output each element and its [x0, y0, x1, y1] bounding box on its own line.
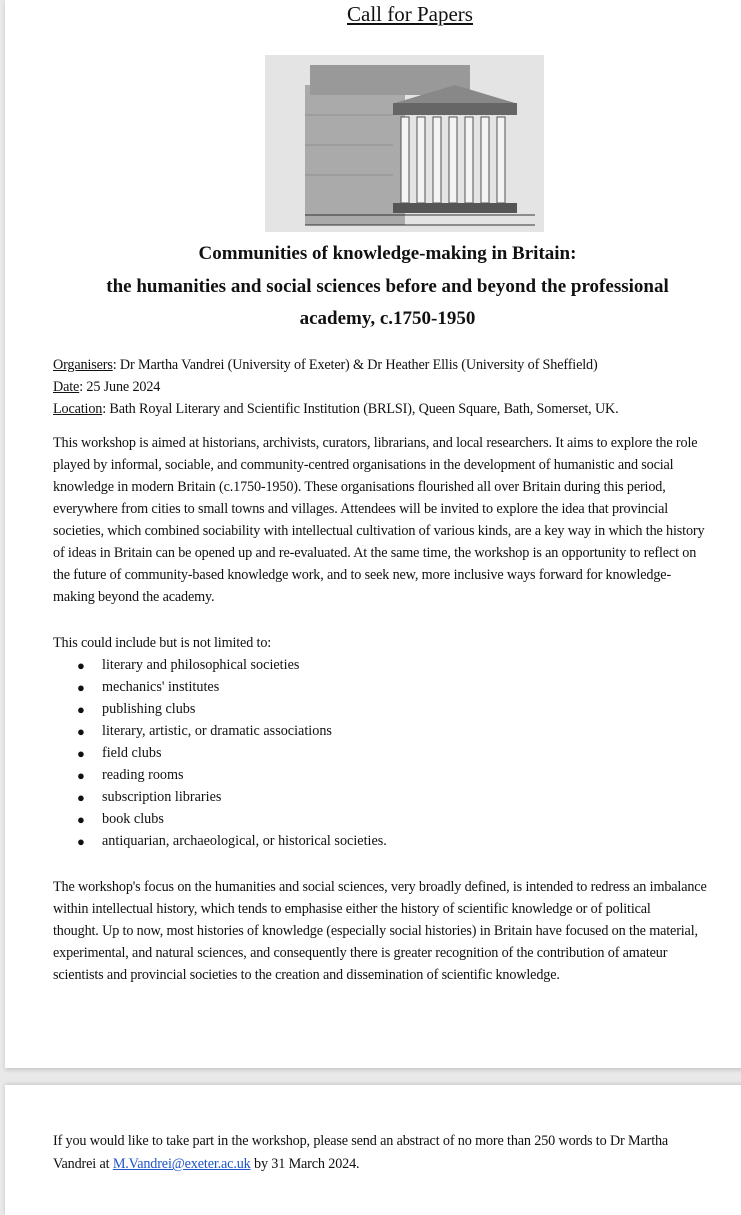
intro-line: of ideas in Britain can be opened up and re-evaluated. At the same time, the workshop is an opportunity to reflect on: [53, 545, 697, 561]
contact-suffix: by 31 March 2024.: [250, 1156, 360, 1172]
intro-line: This workshop is aimed at historians, archivists, curators, librarians, and local researchers. It aims to explore the role: [53, 435, 698, 451]
intro-line: the future of community-based knowledge work, and to seek new, more inclusive ways forward for knowledge-: [53, 567, 672, 583]
building-engraving-image: [265, 55, 544, 232]
list-intro: This could include but is not limited to:: [53, 635, 272, 651]
title-line: academy, c.1750-1950: [299, 308, 476, 329]
list-item: book clubs: [102, 811, 164, 827]
date-line: [53, 379, 160, 396]
intro-line: making beyond the academy.: [53, 589, 215, 605]
intro-line: played by informal, sociable, and community-centred organisations in the development of humanistic and social: [53, 457, 674, 473]
bullet-icon: ●: [77, 834, 85, 849]
document-page-2: [5, 1085, 741, 1215]
list-item: field clubs: [102, 745, 162, 761]
date-label: Date: [53, 379, 80, 395]
bullet-icon: ●: [77, 812, 85, 827]
focus-line: scientists and provincial societies to the creation and dissemination of scientific knowledge.: [53, 967, 560, 983]
bullet-icon: ●: [77, 658, 85, 673]
page-heading: Call for Papers: [347, 2, 473, 26]
list-item: publishing clubs: [102, 701, 196, 717]
list-item: reading rooms: [102, 767, 184, 783]
workshop-title: [5, 238, 741, 336]
list-item: antiquarian, archaeological, or historical societies.: [102, 833, 387, 849]
list-item: mechanics' institutes: [102, 679, 220, 695]
focus-line: within intellectual history, which tends to emphasise either the history of scientific knowledge or of political: [53, 901, 651, 917]
location-value: : Bath Royal Literary and Scientific Institution (BRLSI), Queen Square, Bath, Somerset, UK.: [102, 401, 619, 417]
list-item: subscription libraries: [102, 789, 222, 805]
contact-line: If you would like to take part in the workshop, please send an abstract of no more than 250 words to Dr Martha: [53, 1133, 669, 1149]
list-item: literary and philosophical societies: [102, 657, 300, 673]
organisers-label: Organisers: [53, 357, 113, 373]
bullet-icon: ●: [77, 746, 85, 761]
intro-line: everywhere from cities to small towns and villages. Attendees will be invited to explore the idea that provincial: [53, 501, 669, 517]
bullet-icon: ●: [77, 680, 85, 695]
list-item: literary, artistic, or dramatic associations: [102, 723, 332, 739]
intro-line: knowledge in modern Britain (c.1750-1950). These organisations flourished all over Britain during this period,: [53, 479, 666, 495]
contact-prefix: Vandrei at: [53, 1156, 113, 1172]
document-page: [5, 0, 741, 1068]
focus-line: The workshop's focus on the humanities and social sciences, very broadly defined, is intended to redress an imbalance: [53, 879, 707, 895]
location-line: [53, 401, 619, 418]
email-link[interactable]: M.Vandrei@exeter.ac.uk: [112, 1156, 251, 1172]
intro-line: societies, which combined sociability with intellectual cultivation of various kinds, are a key way in which the history: [53, 523, 705, 539]
bullet-icon: ●: [77, 768, 85, 783]
bullet-icon: ●: [77, 702, 85, 717]
organisers-line: [53, 357, 598, 374]
bullet-icon: ●: [77, 724, 85, 739]
organisers-value: : Dr Martha Vandrei (University of Exeter) & Dr Heather Ellis (University of Sheffield): [112, 357, 598, 373]
contact-line: [53, 1156, 359, 1173]
date-value: : 25 June 2024: [79, 379, 161, 395]
bullet-icon: ●: [77, 790, 85, 805]
title-line: the humanities and social sciences before and beyond the professional: [106, 275, 669, 297]
location-label: Location: [53, 401, 103, 417]
focus-line: experimental, and natural sciences, and consequently there is greater recognition of the contribution of amateur: [53, 945, 668, 961]
focus-line: thought. Up to now, most histories of knowledge (especially social histories) in Britain have focused on the material,: [53, 923, 698, 939]
title-line: Communities of knowledge-making in Britain:: [198, 243, 577, 264]
